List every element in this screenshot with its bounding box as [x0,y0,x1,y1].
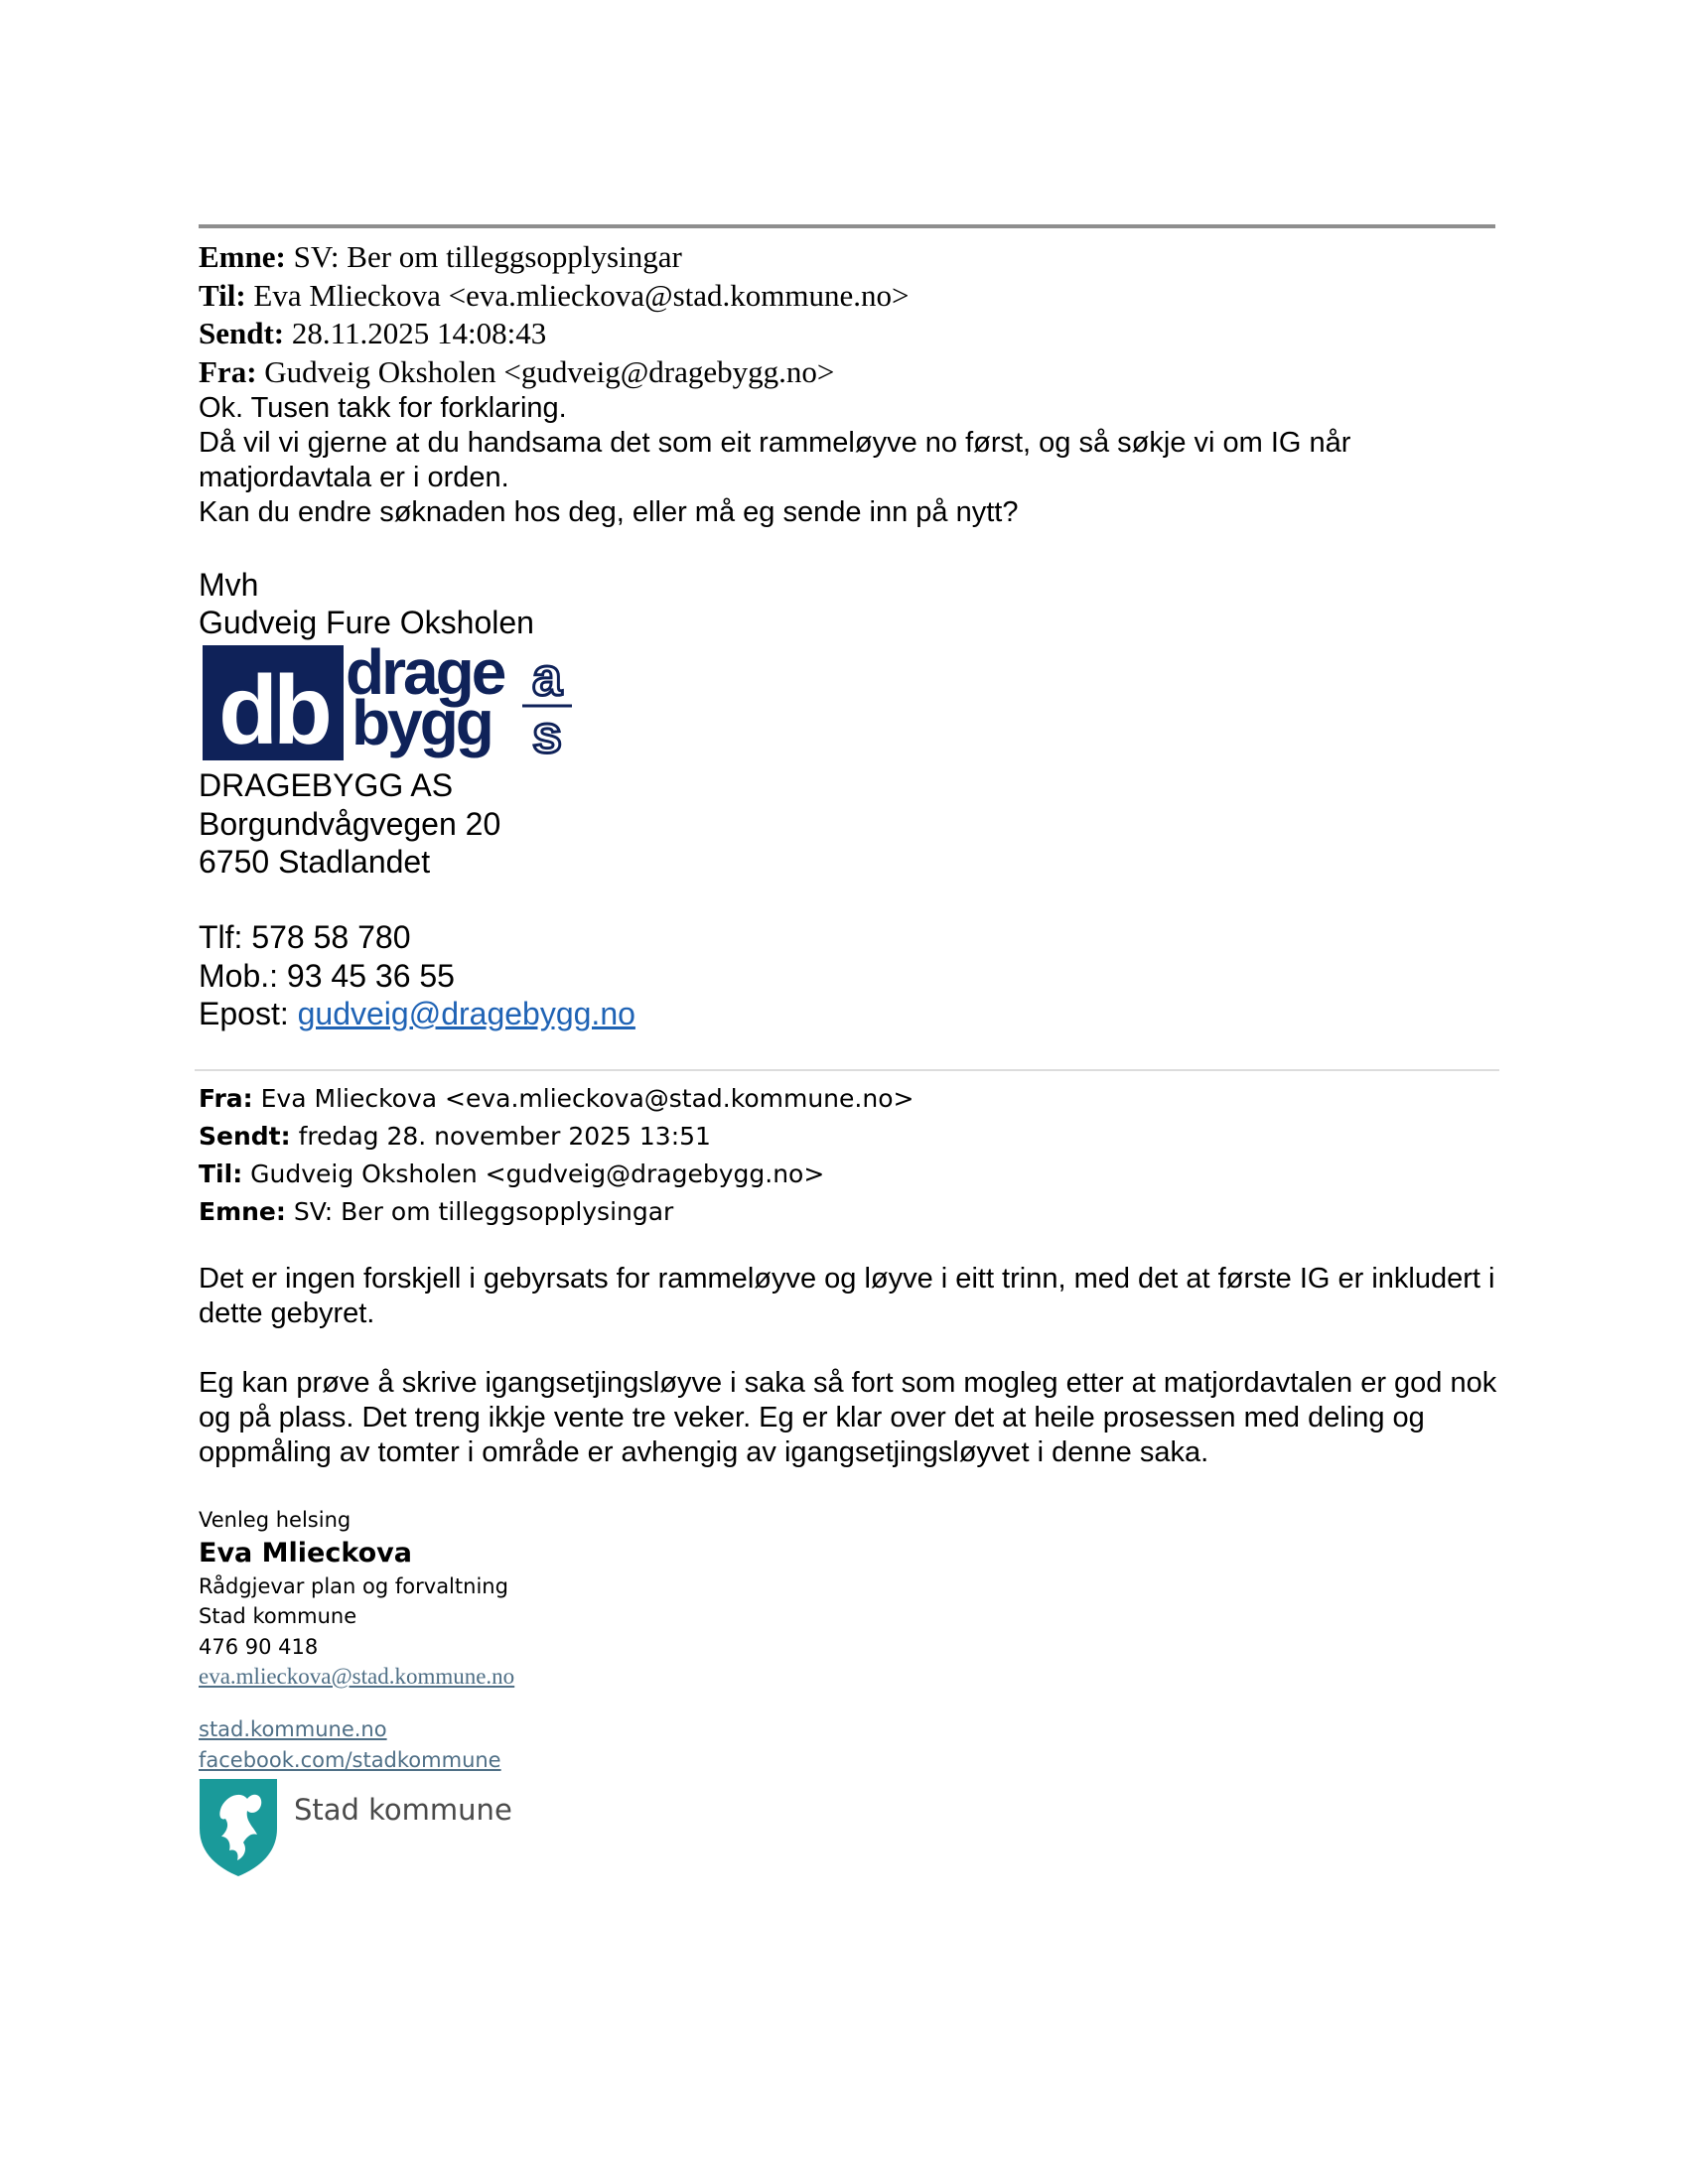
signer-org: Stad kommune [199,1604,357,1628]
company-postal: 6750 Stadlandet [199,844,431,880]
sent-label: Sendt: [199,1122,291,1151]
to-label: Til: [199,1160,243,1188]
facebook-link[interactable]: facebook.com/stadkommune [199,1747,501,1772]
to-value: Eva Mlieckova <eva.mlieckova@stad.kommune.no> [253,277,910,313]
signer-title: Rådgjevar plan og forvaltning [199,1573,508,1598]
logo-word-drage: drage [346,643,504,708]
original-from-row [199,1080,914,1118]
original-sent-row [199,1118,914,1156]
email-label: Epost: [199,996,289,1031]
reply-subject-row [199,238,910,277]
company-street: Borgundvågvegen 20 [199,805,501,842]
company-contact [199,918,635,1033]
company-name: DRAGEBYGG AS [199,767,454,803]
logo-initials: db [218,655,328,762]
from-value: Eva Mlieckova <eva.mlieckova@stad.kommune.no> [260,1084,914,1113]
subject-label: Emne: [199,1197,286,1226]
reply-body [199,391,1509,530]
subject-label: Emne: [199,239,286,274]
sent-label: Sendt: [199,316,285,350]
original-subject-row [199,1193,914,1231]
closing: Venleg helsing [199,1508,352,1532]
reply-line: Ok. Tusen takk for forklaring. [199,392,567,424]
original-header [199,1080,914,1231]
logo-suffix-s: s [531,705,563,762]
email-link[interactable]: gudveig@dragebygg.no [297,996,635,1031]
signer-name: Eva Mlieckova [199,1537,412,1569]
reply-line: Då vil vi gjerne at du handsama det som eit rammeløyve no først, og så søkje vi om IG når matjordavtala er i orden. [199,427,1351,493]
logo-suffix-a: a [531,647,563,707]
original-paragraph: Det er ingen forskjell i gebyrsats for rammeløyve og løyve i eitt trinn, med det at første IG er inkludert i dette gebyret. [199,1263,1495,1329]
subject-value: SV: Ber om tilleggsopplysingar [293,1197,674,1226]
reply-sent-row [199,315,910,353]
original-paragraph: Eg kan prøve å skrive igangsetjingsløyve i saka så fort som mogleg etter at matjordavtalen er god nok og på plass. Det treng ikkje vente tre veker. Eg er klar over det at heile prosessen med deling og oppmåling av tomter i område er avhengig av igangsetjingsløyvet i denne saka. [199,1367,1497,1468]
stad-kommune-logo-text: Stad kommune [294,1793,512,1827]
header-divider [199,224,1495,228]
website-link[interactable]: stad.kommune.no [199,1717,387,1741]
reply-to-row [199,277,910,316]
from-value: Gudveig Oksholen <gudveig@dragebygg.no> [264,353,835,389]
sender-name: Gudveig Fure Oksholen [199,605,534,640]
reply-from-row [199,353,910,392]
email-line [199,995,635,1033]
subject-value: SV: Ber om tilleggsopplysingar [293,239,682,274]
message-divider [195,1069,1499,1071]
signer-email-link[interactable]: eva.mlieckova@stad.kommune.no [199,1664,515,1689]
to-value: Gudveig Oksholen <gudveig@dragebygg.no> [250,1160,825,1188]
company-address [199,766,500,882]
sent-value: fredag 28. november 2025 13:51 [298,1122,711,1151]
from-label: Fra: [199,1084,253,1113]
reply-line: Kan du endre søknaden hos deg, eller må eg sende inn på nytt? [199,496,1019,528]
original-to-row [199,1156,914,1193]
sent-value: 28.11.2025 14:08:43 [291,316,547,350]
dragebygg-logo [201,643,574,762]
reply-signature [199,566,534,641]
to-label: Til: [199,277,246,313]
logo-word-bygg: bygg [352,687,492,758]
phone-line: Tlf: 578 58 780 [199,919,411,955]
signer-phone: 476 90 418 [199,1634,319,1659]
reply-header [199,238,910,391]
stad-kommune-shield-icon [198,1777,279,1878]
org-links [199,1714,501,1775]
original-signature [199,1505,514,1693]
mobile-line: Mob.: 93 45 36 55 [199,957,455,994]
original-body [199,1262,1509,1505]
from-label: Fra: [199,353,257,389]
greeting: Mvh [199,567,259,603]
